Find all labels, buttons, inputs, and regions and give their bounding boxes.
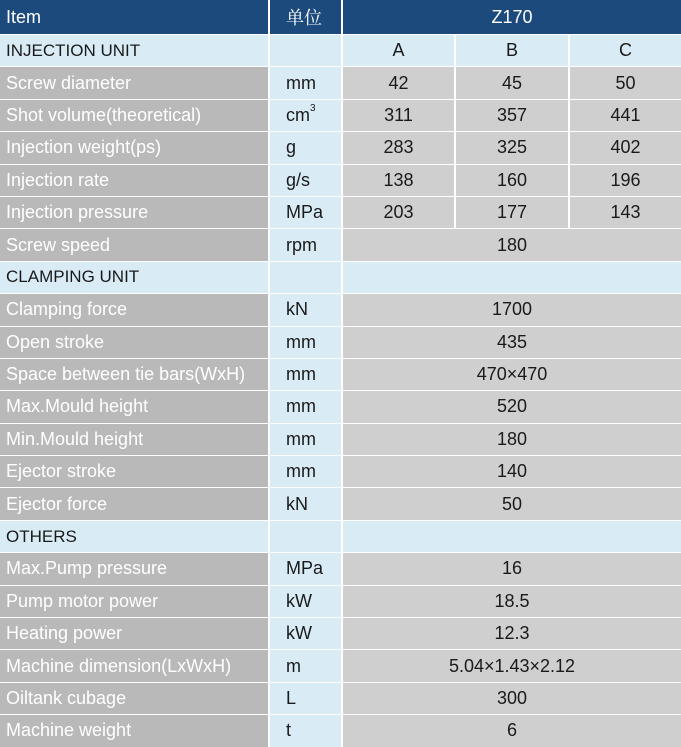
value-c: 441 xyxy=(570,100,681,132)
row-value: 12.3 xyxy=(343,618,681,650)
row-unit: rpm xyxy=(270,229,343,261)
table-row xyxy=(0,327,681,359)
row-label: Heating power xyxy=(0,618,270,650)
section-value-blank xyxy=(343,262,681,294)
row-value: 16 xyxy=(343,553,681,585)
row-label: Oiltank cubage xyxy=(0,683,270,715)
section-unit-blank xyxy=(270,35,343,67)
section-title: INJECTION UNIT xyxy=(0,35,270,67)
row-value: 50 xyxy=(343,488,681,520)
row-unit: MPa xyxy=(270,197,343,229)
value-b: 160 xyxy=(456,165,570,197)
section-row-injection xyxy=(0,35,681,67)
row-value: 470×470 xyxy=(343,359,681,391)
section-row-others xyxy=(0,521,681,553)
row-value: 180 xyxy=(343,424,681,456)
row-label: Injection rate xyxy=(0,165,270,197)
row-unit: L xyxy=(270,683,343,715)
table-row xyxy=(0,391,681,423)
table-row xyxy=(0,553,681,585)
row-unit: mm xyxy=(270,359,343,391)
table-row xyxy=(0,294,681,326)
row-unit: kN xyxy=(270,294,343,326)
variant-b: B xyxy=(456,35,570,67)
row-unit: m xyxy=(270,650,343,682)
row-label: Injection weight(ps) xyxy=(0,132,270,164)
row-label: Shot volume(theoretical) xyxy=(0,100,270,132)
unit-superscript: 3 xyxy=(310,102,316,114)
row-label: Max.Pump pressure xyxy=(0,553,270,585)
table-row xyxy=(0,132,681,164)
row-unit: MPa xyxy=(270,553,343,585)
value-a: 283 xyxy=(343,132,456,164)
row-unit: g xyxy=(270,132,343,164)
section-unit-blank xyxy=(270,521,343,553)
value-c: 196 xyxy=(570,165,681,197)
variant-a: A xyxy=(343,35,456,67)
row-label: Ejector force xyxy=(0,488,270,520)
table-row xyxy=(0,683,681,715)
value-c: 143 xyxy=(570,197,681,229)
row-unit: kW xyxy=(270,618,343,650)
row-value: 1700 xyxy=(343,294,681,326)
row-value: 140 xyxy=(343,456,681,488)
section-value-blank xyxy=(343,521,681,553)
table-row xyxy=(0,715,681,746)
table-row xyxy=(0,456,681,488)
section-title: OTHERS xyxy=(0,521,270,553)
row-unit: mm xyxy=(270,456,343,488)
row-label: Min.Mould height xyxy=(0,424,270,456)
row-label: Space between tie bars(WxH) xyxy=(0,359,270,391)
row-value: 180 xyxy=(343,229,681,261)
value-c: 50 xyxy=(570,67,681,99)
value-b: 325 xyxy=(456,132,570,164)
unit-base: cm xyxy=(286,104,310,125)
table-row xyxy=(0,586,681,618)
variant-c: C xyxy=(570,35,681,67)
row-value: 300 xyxy=(343,683,681,715)
value-a: 138 xyxy=(343,165,456,197)
row-label: Screw speed xyxy=(0,229,270,261)
table-row xyxy=(0,67,681,99)
row-value: 520 xyxy=(343,391,681,423)
table-row xyxy=(0,359,681,391)
row-label: Injection pressure xyxy=(0,197,270,229)
table-row xyxy=(0,100,681,132)
row-value: 6 xyxy=(343,715,681,746)
row-value: 18.5 xyxy=(343,586,681,618)
row-unit: mm xyxy=(270,67,343,99)
row-label: Machine dimension(LxWxH) xyxy=(0,650,270,682)
row-unit: g/s xyxy=(270,165,343,197)
table-row xyxy=(0,488,681,520)
header-row xyxy=(0,0,681,35)
value-b: 177 xyxy=(456,197,570,229)
value-c: 402 xyxy=(570,132,681,164)
table-row xyxy=(0,650,681,682)
section-row-clamping xyxy=(0,262,681,294)
row-unit: mm xyxy=(270,391,343,423)
row-label: Clamping force xyxy=(0,294,270,326)
row-value: 435 xyxy=(343,327,681,359)
row-unit: kN xyxy=(270,488,343,520)
row-unit: mm xyxy=(270,424,343,456)
section-unit-blank xyxy=(270,262,343,294)
row-label: Open stroke xyxy=(0,327,270,359)
row-label: Ejector stroke xyxy=(0,456,270,488)
section-title: CLAMPING UNIT xyxy=(0,262,270,294)
table-row xyxy=(0,165,681,197)
header-item: Item xyxy=(0,0,270,35)
value-b: 45 xyxy=(456,67,570,99)
header-unit: 单位 xyxy=(270,0,343,35)
table-row xyxy=(0,229,681,261)
row-unit: t xyxy=(270,715,343,746)
row-label: Screw diameter xyxy=(0,67,270,99)
row-unit: mm xyxy=(270,327,343,359)
value-a: 311 xyxy=(343,100,456,132)
value-b: 357 xyxy=(456,100,570,132)
row-unit: kW xyxy=(270,586,343,618)
row-label: Pump motor power xyxy=(0,586,270,618)
value-a: 203 xyxy=(343,197,456,229)
table-row xyxy=(0,618,681,650)
table-row xyxy=(0,197,681,229)
table-row xyxy=(0,424,681,456)
value-a: 42 xyxy=(343,67,456,99)
row-label: Machine weight xyxy=(0,715,270,746)
row-value: 5.04×1.43×2.12 xyxy=(343,650,681,682)
row-unit xyxy=(270,100,343,132)
header-model: Z170 xyxy=(343,0,681,35)
row-label: Max.Mould height xyxy=(0,391,270,423)
